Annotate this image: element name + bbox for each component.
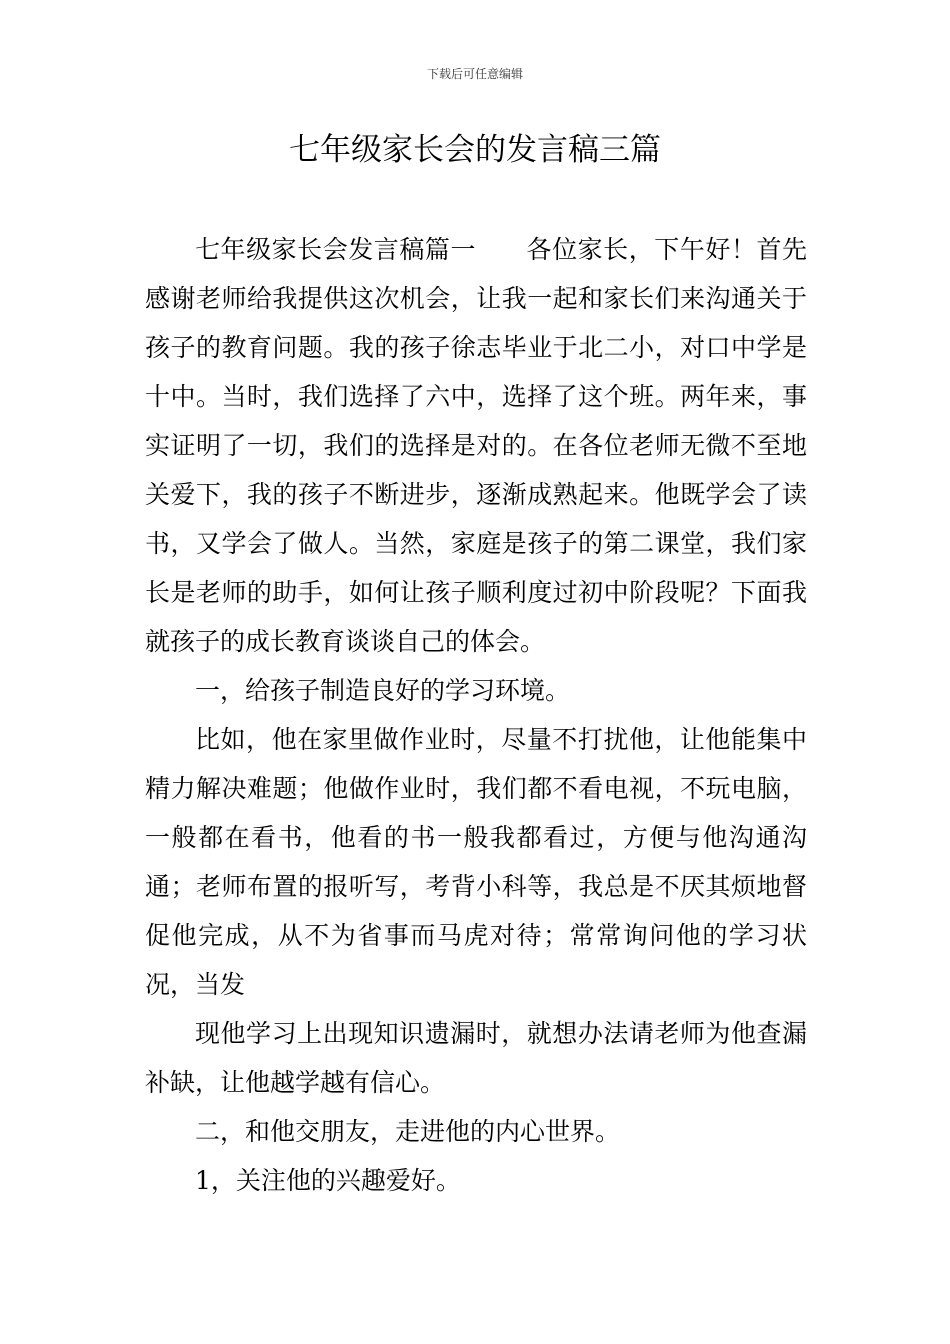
intro-text: 各位家长，下午好！首先感谢老师给我提供这次机会，让我一起和家长们来沟通关于孩子的教育问题。我的孩子徐志毕业于北二小，对口中学是十中。当时，我们选择了六中，选择了这个班。两年来，事实证明了一切，我们的选择是对的。在各位老师无微不至地关爱下，我的孩子不断进步，逐渐成熟起来。他既学会了读书，又学会了做人。当然，家庭是孩子的第二课堂，我们家长是老师的助手，如何让孩子顺利度过初中阶段呢？下面我就孩子的成长教育谈谈自己的体会。 bbox=[145, 235, 807, 656]
section-heading-2: 二，和他交朋友，走进他的内心世界。 bbox=[195, 1117, 621, 1146]
intro-heading: 七年级家长会发言稿篇一 bbox=[195, 235, 476, 264]
intro-paragraph bbox=[145, 225, 807, 666]
body-paragraph: 现他学习上出现知识遗漏时，就想办法请老师为他查漏补缺，让他越学越有信心。 bbox=[145, 1019, 807, 1097]
section-heading-1: 一，给孩子制造良好的学习环境。 bbox=[195, 676, 571, 705]
document-title: 七年级家长会的发言稿三篇 bbox=[289, 132, 661, 168]
header-note: 下载后可任意编辑 bbox=[426, 67, 523, 81]
body-paragraph: 比如，他在家里做作业时，尽量不打扰他，让他能集中精力解决难题；他做作业时，我们都不看电视，不玩电脑，一般都在看书，他看的书一般我都看过，方便与他沟通沟通；老师布置的报听写，考背小科等，我总是不厌其烦地督促他完成，从不为省事而马虎对待；常常询问他的学习状况，当发 bbox=[145, 725, 807, 999]
subsection-heading-1: 1，关注他的兴趣爱好。 bbox=[195, 1166, 461, 1195]
document-body bbox=[145, 225, 807, 1205]
